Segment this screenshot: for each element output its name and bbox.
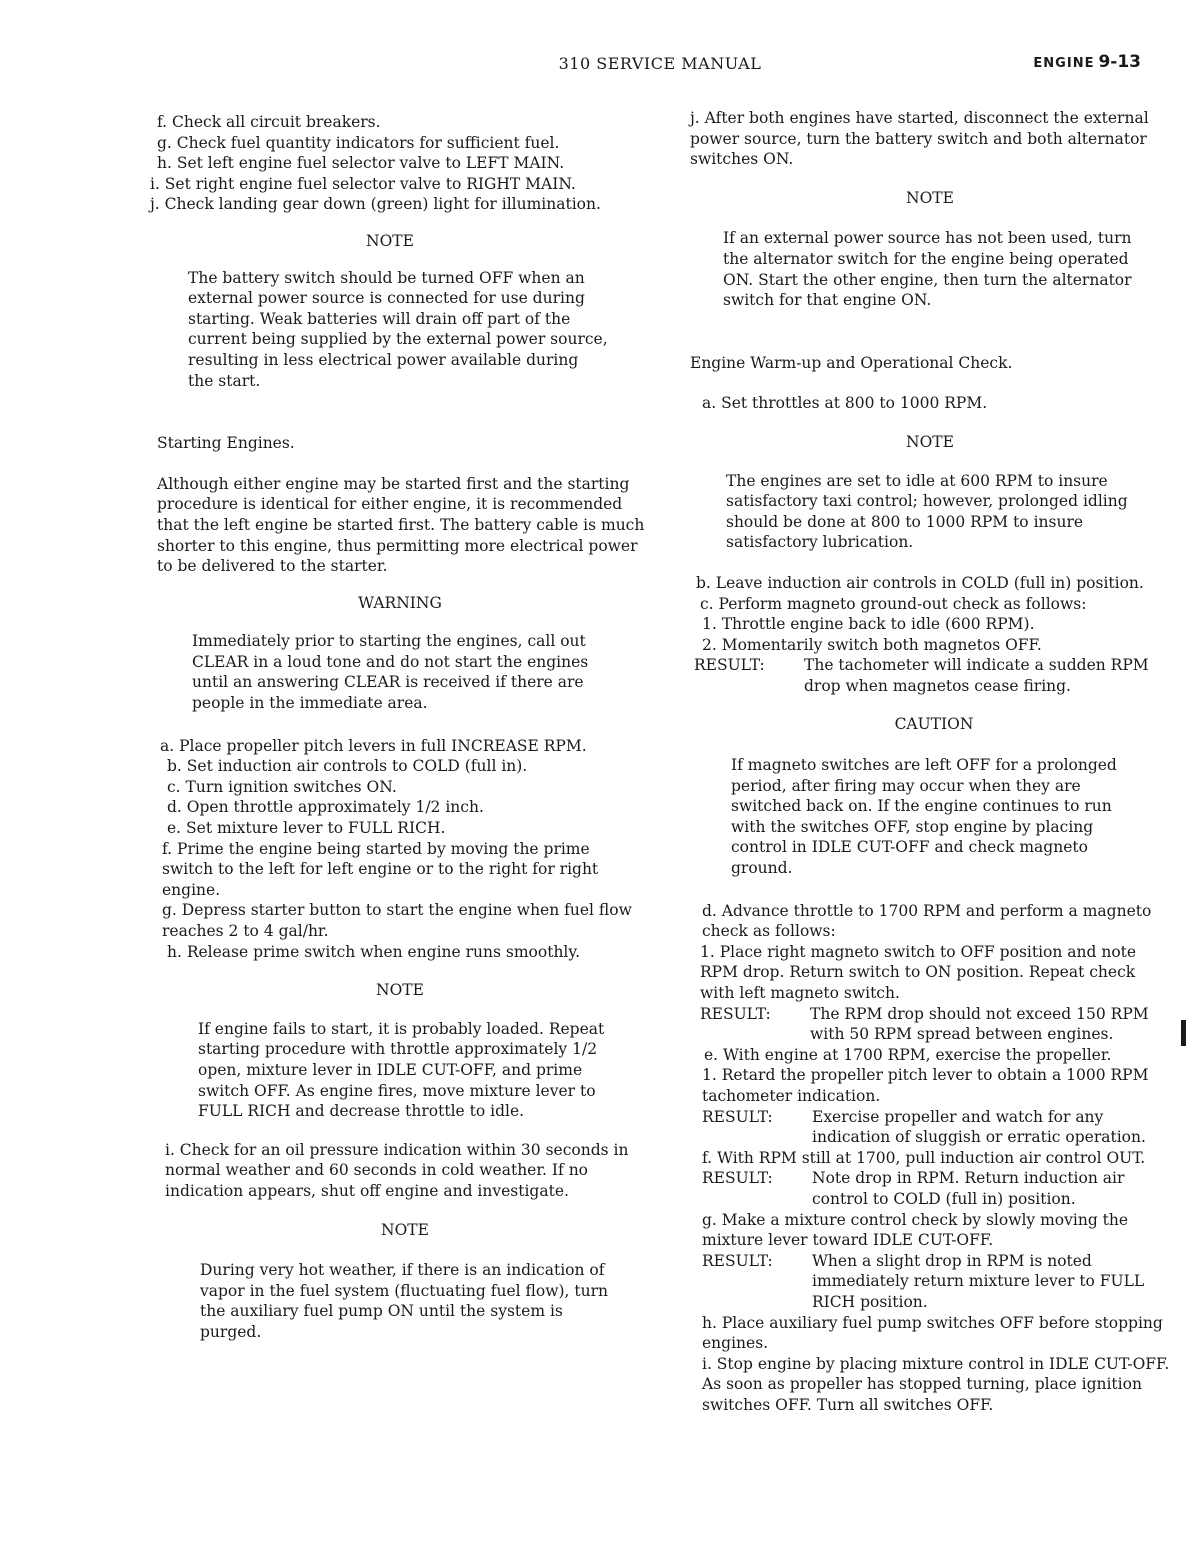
revision-bar [1181,1020,1186,1046]
result-text: Note drop in RPM. Return induction air control to COLD (full in) position. [812,1169,1125,1208]
list-item: g. Depress starter button to start the engine when fuel flow reaches 2 to 4 gal/hr. [162,901,632,940]
note-text: During very hot weather, if there is an indication of vapor in the fuel system (fluctuating fuel flow), turn the auxiliary fuel pump ON until the system is purged. [200,1261,608,1341]
section-label [1033,52,1141,72]
note-text: The battery switch should be turned OFF when an external power source is connected for use during starting. Weak batteries will drain off part of the current being supplied by the external power source, resulting in less electrical power available during the start. [188,268,608,390]
result-text: The RPM drop should not exceed 150 RPM with 50 RPM spread between engines. [810,1004,1149,1044]
section-name: ENGINE [1033,56,1095,71]
list-item: a. Place propeller pitch levers in full INCREASE RPM. [160,736,587,755]
list-item: i. Stop engine by placing mixture control in IDLE CUT-OFF. As soon as propeller has stopped turning, place ignition switches OFF. Turn all switches OFF. [702,1354,1170,1414]
list-item: i. Check for an oil pressure indication within 30 seconds in normal weather and 60 seconds in cold weather. If no indication appears, shut off engine and investigate. [165,1140,629,1200]
list-item: j. After both engines have started, disconnect the external power source, turn the battery switch and both alternator switches ON. [690,109,1149,169]
page-number: 9-13 [1098,52,1141,72]
result-text: Exercise propeller and watch for any indication of sluggish or erratic operation. [812,1107,1146,1147]
caution-heading: CAUTION [894,715,974,734]
list-item: i. Set right engine fuel selector valve to RIGHT MAIN. [150,174,576,193]
list-item: b. Set induction air controls to COLD (full in). [167,757,528,776]
note-heading: NOTE [381,1220,429,1239]
page-header [0,52,1203,80]
warning-heading: WARNING [358,593,442,612]
note-text: The engines are set to idle at 600 RPM to insure satisfactory taxi control; however, prolonged idling should be done at 800 to 1000 RPM to insure satisfactory lubrication. [726,471,1128,552]
result-label: RESULT: [700,1004,771,1023]
result-row [702,1168,1177,1209]
list-item: h. Place auxiliary fuel pump switches OFF before stopping engines. [702,1313,1163,1353]
list-item: f. With RPM still at 1700, pull induction air control OUT. [702,1148,1146,1167]
manual-title: 310 SERVICE MANUAL [558,54,762,73]
note-heading: NOTE [366,231,414,250]
list-item: d. Advance throttle to 1700 RPM and perform a magneto check as follows: [702,901,1152,941]
left-column [150,112,650,1343]
list-item: j. Check landing gear down (green) light for illumination. [150,195,601,214]
caution-text: If magneto switches are left OFF for a prolonged period, after firing may occur when they are switched back on. If the engine continues to run with the switches OFF, stop engine by placing control in IDLE CUT-OFF and check magneto ground. [731,756,1117,878]
result-row [702,1107,1177,1148]
result-label: RESULT: [702,1251,773,1270]
list-item: g. Make a mixture control check by slowly moving the mixture lever toward IDLE CUT-OFF. [702,1210,1129,1250]
section-heading: Starting Engines. [157,434,295,453]
list-item: c. Perform magneto ground-out check as follows: [700,594,1087,613]
list-item: b. Leave induction air controls in COLD (full in) position. [696,573,1144,592]
list-item: a. Set throttles at 800 to 1000 RPM. [702,394,988,413]
result-label: RESULT: [702,1169,773,1188]
list-item: f. Check all circuit breakers. [157,113,381,131]
list-item: h. Release prime switch when engine runs smoothly. [167,942,581,961]
result-row [700,1004,1160,1045]
result-label: RESULT: [702,1107,773,1126]
note-text: If engine fails to start, it is probably loaded. Repeat starting procedure with throttle approximately 1/2 open, mixture lever in IDLE CUT-OFF, and prime switch OFF. As engine fires, move mixture lever to FULL RICH and decrease throttle to idle. [198,1019,605,1121]
list-item: h. Set left engine fuel selector valve to LEFT MAIN. [157,154,565,173]
list-item: f. Prime the engine being started by moving the prime switch to the left for left engine or to the right for right engine. [162,839,599,899]
note-heading: NOTE [906,432,954,451]
list-item: 2. Momentarily switch both magnetos OFF. [702,635,1042,654]
list-item: g. Check fuel quantity indicators for sufficient fuel. [157,133,560,152]
note-heading: NOTE [906,188,954,207]
note-heading: NOTE [376,981,424,1000]
result-row [702,1251,1177,1313]
paragraph: Although either engine may be started first and the starting procedure is identical for either engine, it is recommended that the left engine be started first. The battery cable is much shorter to this engine, thus permitting more electrical power to be delivered to the starter. [157,474,645,576]
result-text: When a slight drop in RPM is noted immediately return mixture lever to FULL RICH position. [812,1251,1145,1311]
note-text: If an external power source has not been used, turn the alternator switch for the engine being operated ON. Start the other engine, then turn the alternator switch for that engine ON. [723,229,1132,310]
section-heading: Engine Warm-up and Operational Check. [690,353,1013,372]
result-label: RESULT: [694,656,765,675]
list-item: d. Open throttle approximately 1/2 inch. [167,798,484,817]
list-item: e. Set mixture lever to FULL RICH. [167,819,446,838]
list-item: 1. Retard the propeller pitch lever to obtain a 1000 RPM tachometer indication. [702,1066,1149,1105]
list-item: 1. Throttle engine back to idle (600 RPM). [702,615,1035,634]
list-item: 1. Place right magneto switch to OFF position and note RPM drop. Return switch to ON position. Repeat check with left magneto switch. [700,942,1137,1002]
list-item: c. Turn ignition switches ON. [167,777,397,796]
result-text: The tachometer will indicate a sudden RPM drop when magnetos cease firing. [804,656,1149,695]
right-column [690,109,1190,1415]
list-item: e. With engine at 1700 RPM, exercise the propeller. [704,1045,1112,1064]
result-row [694,655,1164,696]
warning-text: Immediately prior to starting the engines, call out CLEAR in a loud tone and do not start the engines until an answering CLEAR is received if there are people in the immediate area. [192,632,589,713]
